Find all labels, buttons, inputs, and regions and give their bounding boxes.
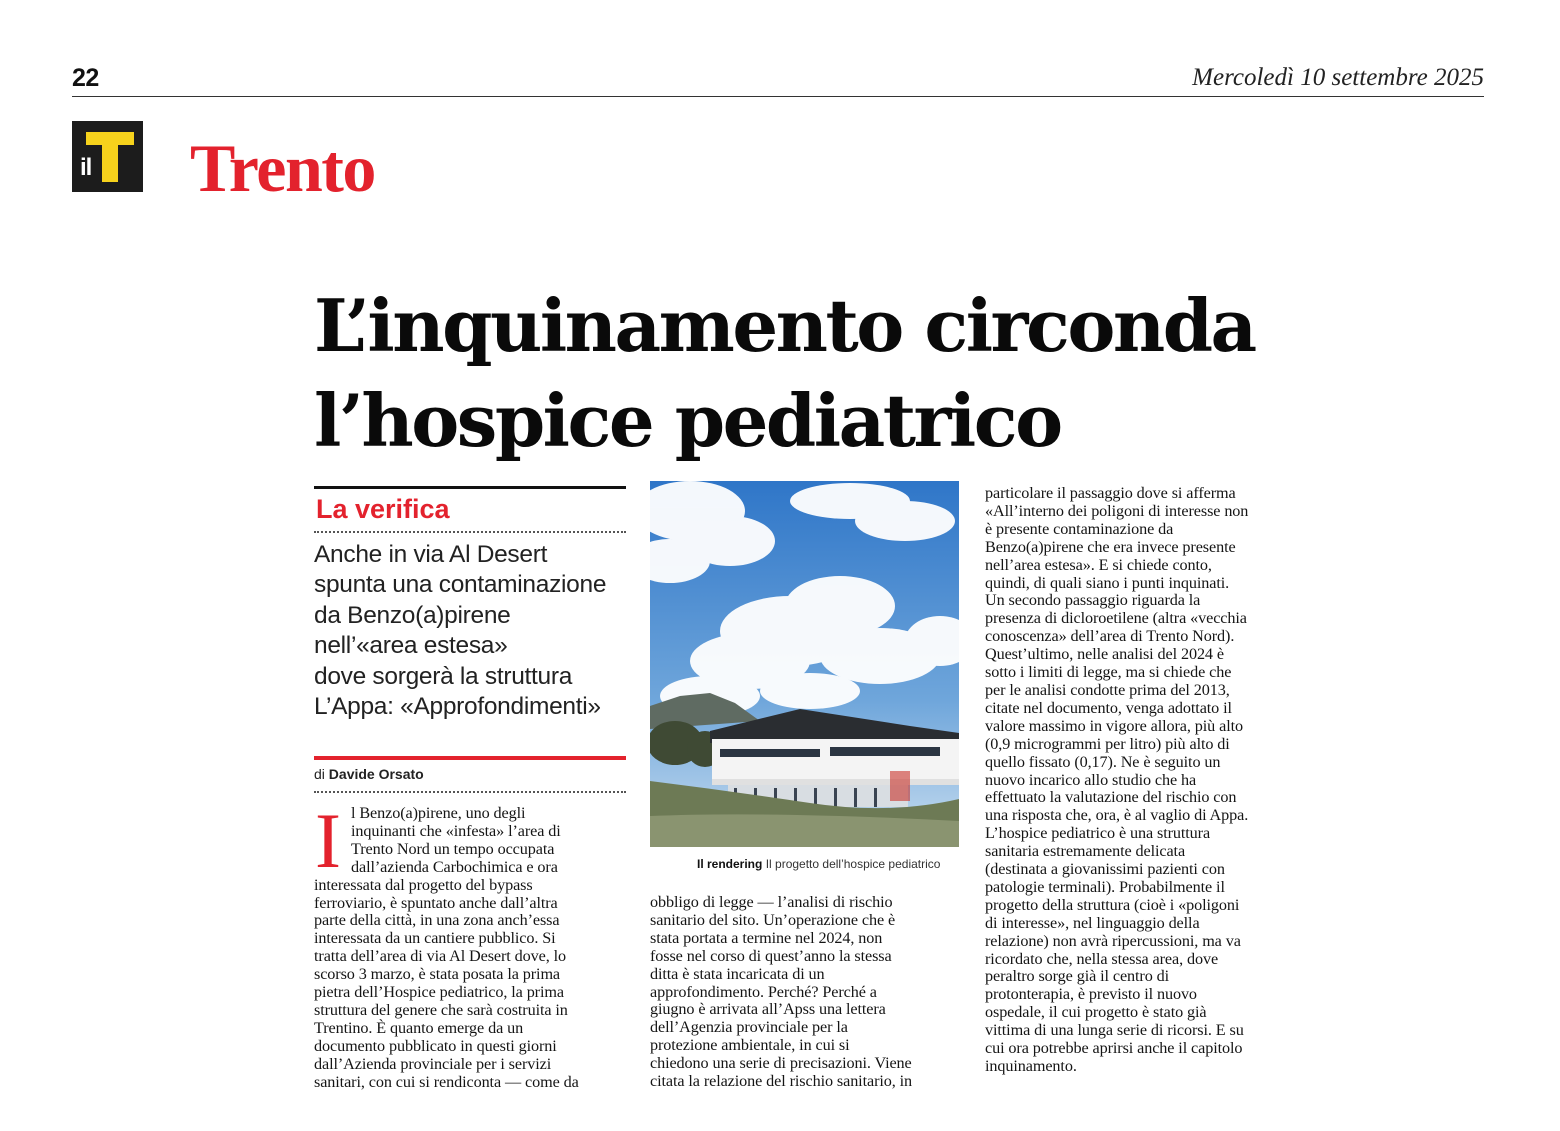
body-line: è presente contaminazione da (985, 519, 1174, 538)
body-line: citata la relazione del rischio sanitario, in (650, 1072, 913, 1091)
newspaper-logo (72, 121, 143, 192)
body-line: Trento Nord un tempo occupata (351, 839, 555, 858)
body-line: obbligo di legge — l’analisi di rischio (650, 893, 893, 911)
body-line: dall’azienda Carbochimica e ora (351, 857, 558, 876)
body-line: stata portata a termine nel 2024, non (650, 928, 883, 947)
byline-rule (314, 756, 626, 760)
logo-text: il (80, 154, 92, 181)
body-line: inquinamento. (985, 1057, 1077, 1075)
body-line: effettuato la valutazione del rischio con (985, 788, 1237, 807)
body-line: Un secondo passaggio riguarda la (985, 591, 1201, 610)
body-line: sanitari, con cui si rendiconta — come da (314, 1072, 579, 1091)
body-line: peraltro sorge già il centro di (985, 967, 1170, 986)
hospice-rendering-image (650, 481, 959, 847)
body-line: ditta è stata incaricata di un (650, 964, 825, 983)
body-line: fosse nel corso di quest’anno la stessa (650, 946, 892, 965)
logo-t-stem (102, 145, 118, 182)
body-line: ferroviario, è spuntato anche dall’altra (314, 893, 558, 912)
body-line: struttura del genere che sarà costruita in (314, 1000, 568, 1019)
kicker-dotted-divider (314, 531, 626, 533)
summary-line: L’Appa: «Approfondimenti» (314, 693, 601, 721)
body-line: «All’interno dei poligoni di interesse non (985, 501, 1249, 520)
body-line: Trentino. È quanto emerge da un (314, 1018, 524, 1037)
body-line: ospedale, il cui progetto è stato già (985, 1003, 1207, 1022)
body-line: progetto della struttura (cioè i «poligoni (985, 895, 1240, 914)
byline (314, 766, 424, 782)
body-line: ricordato che, nella stessa area, dove (985, 949, 1219, 968)
photo-caption (697, 857, 940, 871)
summary-line: nell’«area estesa» (314, 632, 508, 660)
body-line: dell’Agenzia provinciale per la (650, 1018, 848, 1037)
article-headline (314, 278, 1364, 468)
kicker-rule (314, 486, 626, 489)
body-line: citate nel documento, venga adottato il (985, 698, 1232, 717)
body-line: parte della città, in una zona anch’essa (314, 911, 560, 930)
body-line: interessata da un cantiere pubblico. Si (314, 929, 556, 948)
body-line: protonterapia, è previsto il nuovo (985, 985, 1197, 1004)
body-column-2 (650, 894, 965, 1091)
headline-line: L’inquinamento circonda (314, 283, 1255, 368)
body-line: pietra dell’Hospice pediatrico, la prima (314, 983, 564, 1002)
body-line: di interesse», nel linguaggio della (985, 913, 1200, 932)
body-line: quello fissato (0,17). Ne è seguito un (985, 752, 1221, 771)
body-column-1 (314, 797, 632, 1092)
summary-line: Anche in via Al Desert (314, 541, 548, 568)
body-line: giugno è arrivata all’Apss una lettera (650, 1000, 886, 1019)
logo-t-bar (86, 132, 134, 145)
body-line: protezione ambientale, in cui si (650, 1036, 850, 1055)
headline-line: l’hospice pediatrico (314, 378, 1061, 463)
body-line: scorso 3 marzo, è stata posata la prima (314, 965, 561, 984)
caption-text: Il progetto dell’hospice pediatrico (765, 857, 941, 871)
body-line: (0,9 microgrammi per litro) più alto di (985, 734, 1230, 753)
byline-dotted-divider (314, 791, 626, 793)
body-column-3 (985, 485, 1305, 1076)
body-line: l Benzo(a)pirene, uno degli (351, 804, 526, 822)
issue-date: Mercoledì 10 settembre 2025 (1192, 64, 1484, 91)
header-divider (72, 96, 1484, 97)
body-line: interessata dal progetto del bypass (314, 875, 533, 894)
drop-cap: I (315, 797, 341, 884)
byline-prefix: di (314, 766, 325, 782)
body-line: per le analisi condotte prima del 2013, (985, 680, 1230, 699)
body-line: relazione) non avrà ripercussioni, ma va (985, 931, 1241, 950)
summary-line: da Benzo(a)pirene (314, 601, 511, 629)
author-name: Davide Orsato (328, 766, 424, 782)
body-line: inquinanti che «infesta» l’area di (351, 821, 561, 840)
body-line: L’hospice pediatrico è una struttura (985, 824, 1211, 843)
body-line: sanitaria estremamente delicata (985, 842, 1186, 861)
page-number: 22 (72, 64, 99, 92)
article-summary (314, 540, 634, 722)
body-line: chiedono una serie di precisazioni. Viene (650, 1054, 912, 1073)
body-line: tratta dell’area di via Al Desert dove, lo (314, 947, 567, 966)
body-line: conoscenza» dell’area di Trento Nord). (985, 627, 1235, 646)
body-line: (destinata a giovanissimi pazienti con (985, 860, 1225, 879)
body-line: documento pubblicato in questi giorni (314, 1036, 557, 1055)
body-line: Benzo(a)pirene che era invece presente (985, 537, 1236, 556)
section-title: Trento (190, 130, 375, 206)
body-line: patologie terminali). Probabilmente il (985, 877, 1225, 896)
article-photo (650, 481, 959, 847)
body-line: sotto i limiti di legge, ma si chiede che (985, 663, 1232, 682)
body-line: Quest’ultimo, nelle analisi del 2024 è (985, 645, 1224, 664)
body-line: dall’Azienda provinciale per i servizi (314, 1054, 552, 1073)
body-line: presenza di dicloroetilene (altra «vecchia (985, 609, 1247, 628)
summary-line: dove sorgerà la struttura (314, 662, 573, 690)
body-line: sanitario del sito. Un’operazione che è (650, 910, 896, 929)
body-line: quindi, di quali siano i punti inquinati. (985, 573, 1230, 592)
body-line: vittima di una lunga serie di ricorsi. E su (985, 1021, 1244, 1040)
body-line: nuovo incarico allo studio che ha (985, 770, 1197, 789)
body-line: approfondimento. Perché? Perché a (650, 982, 877, 1001)
body-line: valore massimo in vigore allora, più alto (985, 716, 1243, 735)
summary-line: spunta una contaminazione (314, 571, 607, 599)
body-line: nell’area estesa». E si chiede conto, (985, 555, 1212, 574)
body-line: una risposta che, ora, è al vaglio di Appa. (985, 806, 1249, 825)
body-line: cui ora potrebbe aprirsi anche il capitolo (985, 1039, 1243, 1058)
caption-label: Il rendering (697, 857, 763, 871)
body-line: particolare il passaggio dove si afferma (985, 484, 1236, 502)
kicker-label: La verifica (316, 494, 450, 524)
